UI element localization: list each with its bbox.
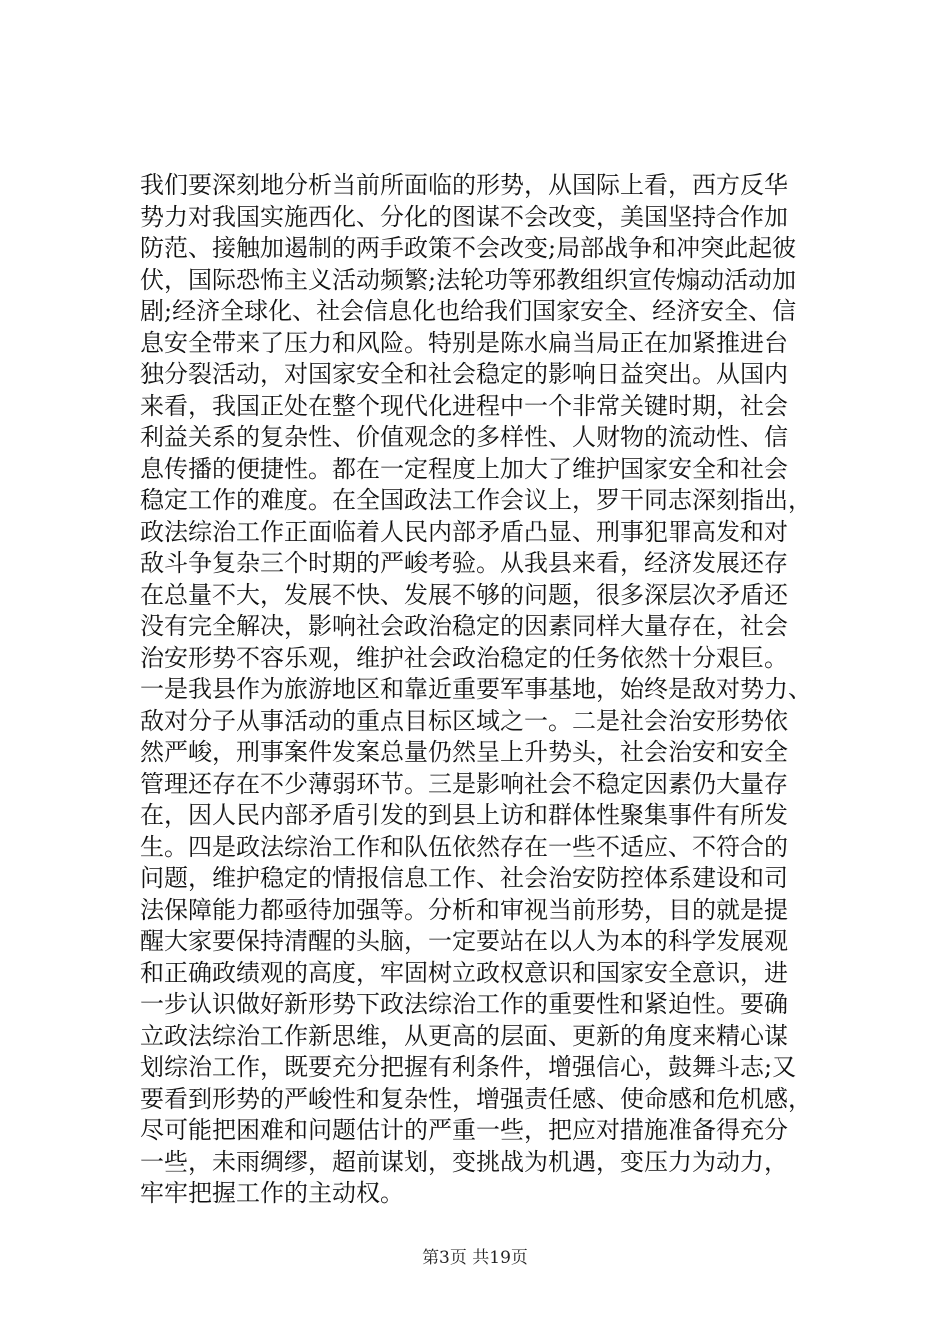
text-line: 稳定工作的难度。在全国政法工作会议上，罗干同志深刻指出， bbox=[140, 486, 812, 514]
text-line: 势力对我国实施西化、分化的图谋不会改变，美国坚持合作加 bbox=[140, 202, 788, 231]
text-line: 牢牢把握工作的主动权。 bbox=[140, 1179, 404, 1207]
text-line: 问题，维护稳定的情报信息工作、社会治安防控体系建设和司 bbox=[140, 864, 788, 892]
page-number-footer: 第3页 共19页 bbox=[422, 1248, 528, 1268]
text-line: 立政法综治工作新思维，从更高的层面、更新的角度来精心谋 bbox=[140, 1021, 788, 1050]
text-line: 一步认识做好新形势下政法综治工作的重要性和紧迫性。要确 bbox=[140, 990, 788, 1018]
text-line: 息传播的便捷性。都在一定程度上加大了维护国家安全和社会 bbox=[140, 454, 788, 483]
text-line: 息安全带来了压力和风险。特别是陈水扁当局正在加紧推进台 bbox=[140, 328, 788, 357]
text-line: 划综治工作，既要充分把握有利条件，增强信心，鼓舞斗志;又 bbox=[140, 1053, 797, 1081]
text-line: 防范、接触加遏制的两手政策不会改变;局部战争和冲突此起彼 bbox=[140, 234, 797, 262]
text-line: 剧;经济全球化、社会信息化也给我们国家安全、经济安全、信 bbox=[140, 297, 797, 325]
text-line: 没有完全解决，影响社会政治稳定的因素同样大量存在，社会 bbox=[140, 612, 788, 640]
text-line: 利益关系的复杂性、价值观念的多样性、人财物的流动性、信 bbox=[140, 423, 788, 451]
text-line: 我们要深刻地分析当前所面临的形势，从国际上看，西方反华 bbox=[140, 171, 788, 199]
text-line: 要看到形势的严峻性和复杂性，增强责任感、使命感和危机感， bbox=[140, 1084, 812, 1113]
text-line: 来看，我国正处在整个现代化进程中一个非常关键时期，社会 bbox=[140, 391, 788, 420]
text-line: 在总量不大，发展不快、发展不够的问题，很多深层次矛盾还 bbox=[140, 580, 788, 609]
text-line: 和正确政绩观的高度，牢固树立政权意识和国家安全意识，进 bbox=[140, 958, 788, 987]
text-line: 在，因人民内部矛盾引发的到县上访和群体性聚集事件有所发 bbox=[140, 801, 788, 829]
text-line: 政法综治工作正面临着人民内部矛盾凸显、刑事犯罪高发和对 bbox=[140, 517, 788, 546]
text-line: 醒大家要保持清醒的头脑，一定要站在以人为本的科学发展观 bbox=[140, 927, 788, 955]
text-line: 敌对分子从事活动的重点目标区域之一。二是社会治安形势依 bbox=[140, 706, 788, 735]
text-line: 然严峻，刑事案件发案总量仍然呈上升势头，社会治安和安全 bbox=[140, 738, 788, 766]
text-line: 生。四是政法综治工作和队伍依然存在一些不适应、不符合的 bbox=[140, 832, 788, 861]
text-line: 敌斗争复杂三个时期的严峻考验。从我县来看，经济发展还存 bbox=[140, 549, 788, 577]
text-line: 伏，国际恐怖主义活动频繁;法轮功等邪教组织宣传煽动活动加 bbox=[140, 265, 797, 294]
text-line: 治安形势不容乐观，维护社会政治稳定的任务依然十分艰巨。 bbox=[140, 643, 788, 672]
text-line: 尽可能把困难和问题估计的严重一些，把应对措施准备得充分 bbox=[140, 1116, 788, 1144]
text-line: 管理还存在不少薄弱环节。三是影响社会不稳定因素仍大量存 bbox=[140, 769, 788, 798]
text-line: 一是我县作为旅游地区和靠近重要军事基地，始终是敌对势力、 bbox=[140, 675, 812, 703]
text-line: 一些，未雨绸缪，超前谋划，变挑战为机遇，变压力为动力， bbox=[140, 1147, 788, 1176]
body-text bbox=[140, 170, 860, 1210]
text-line: 独分裂活动，对国家安全和社会稳定的影响日益突出。从国内 bbox=[140, 360, 788, 388]
text-line: 法保障能力都亟待加强等。分析和审视当前形势，目的就是提 bbox=[140, 895, 788, 924]
